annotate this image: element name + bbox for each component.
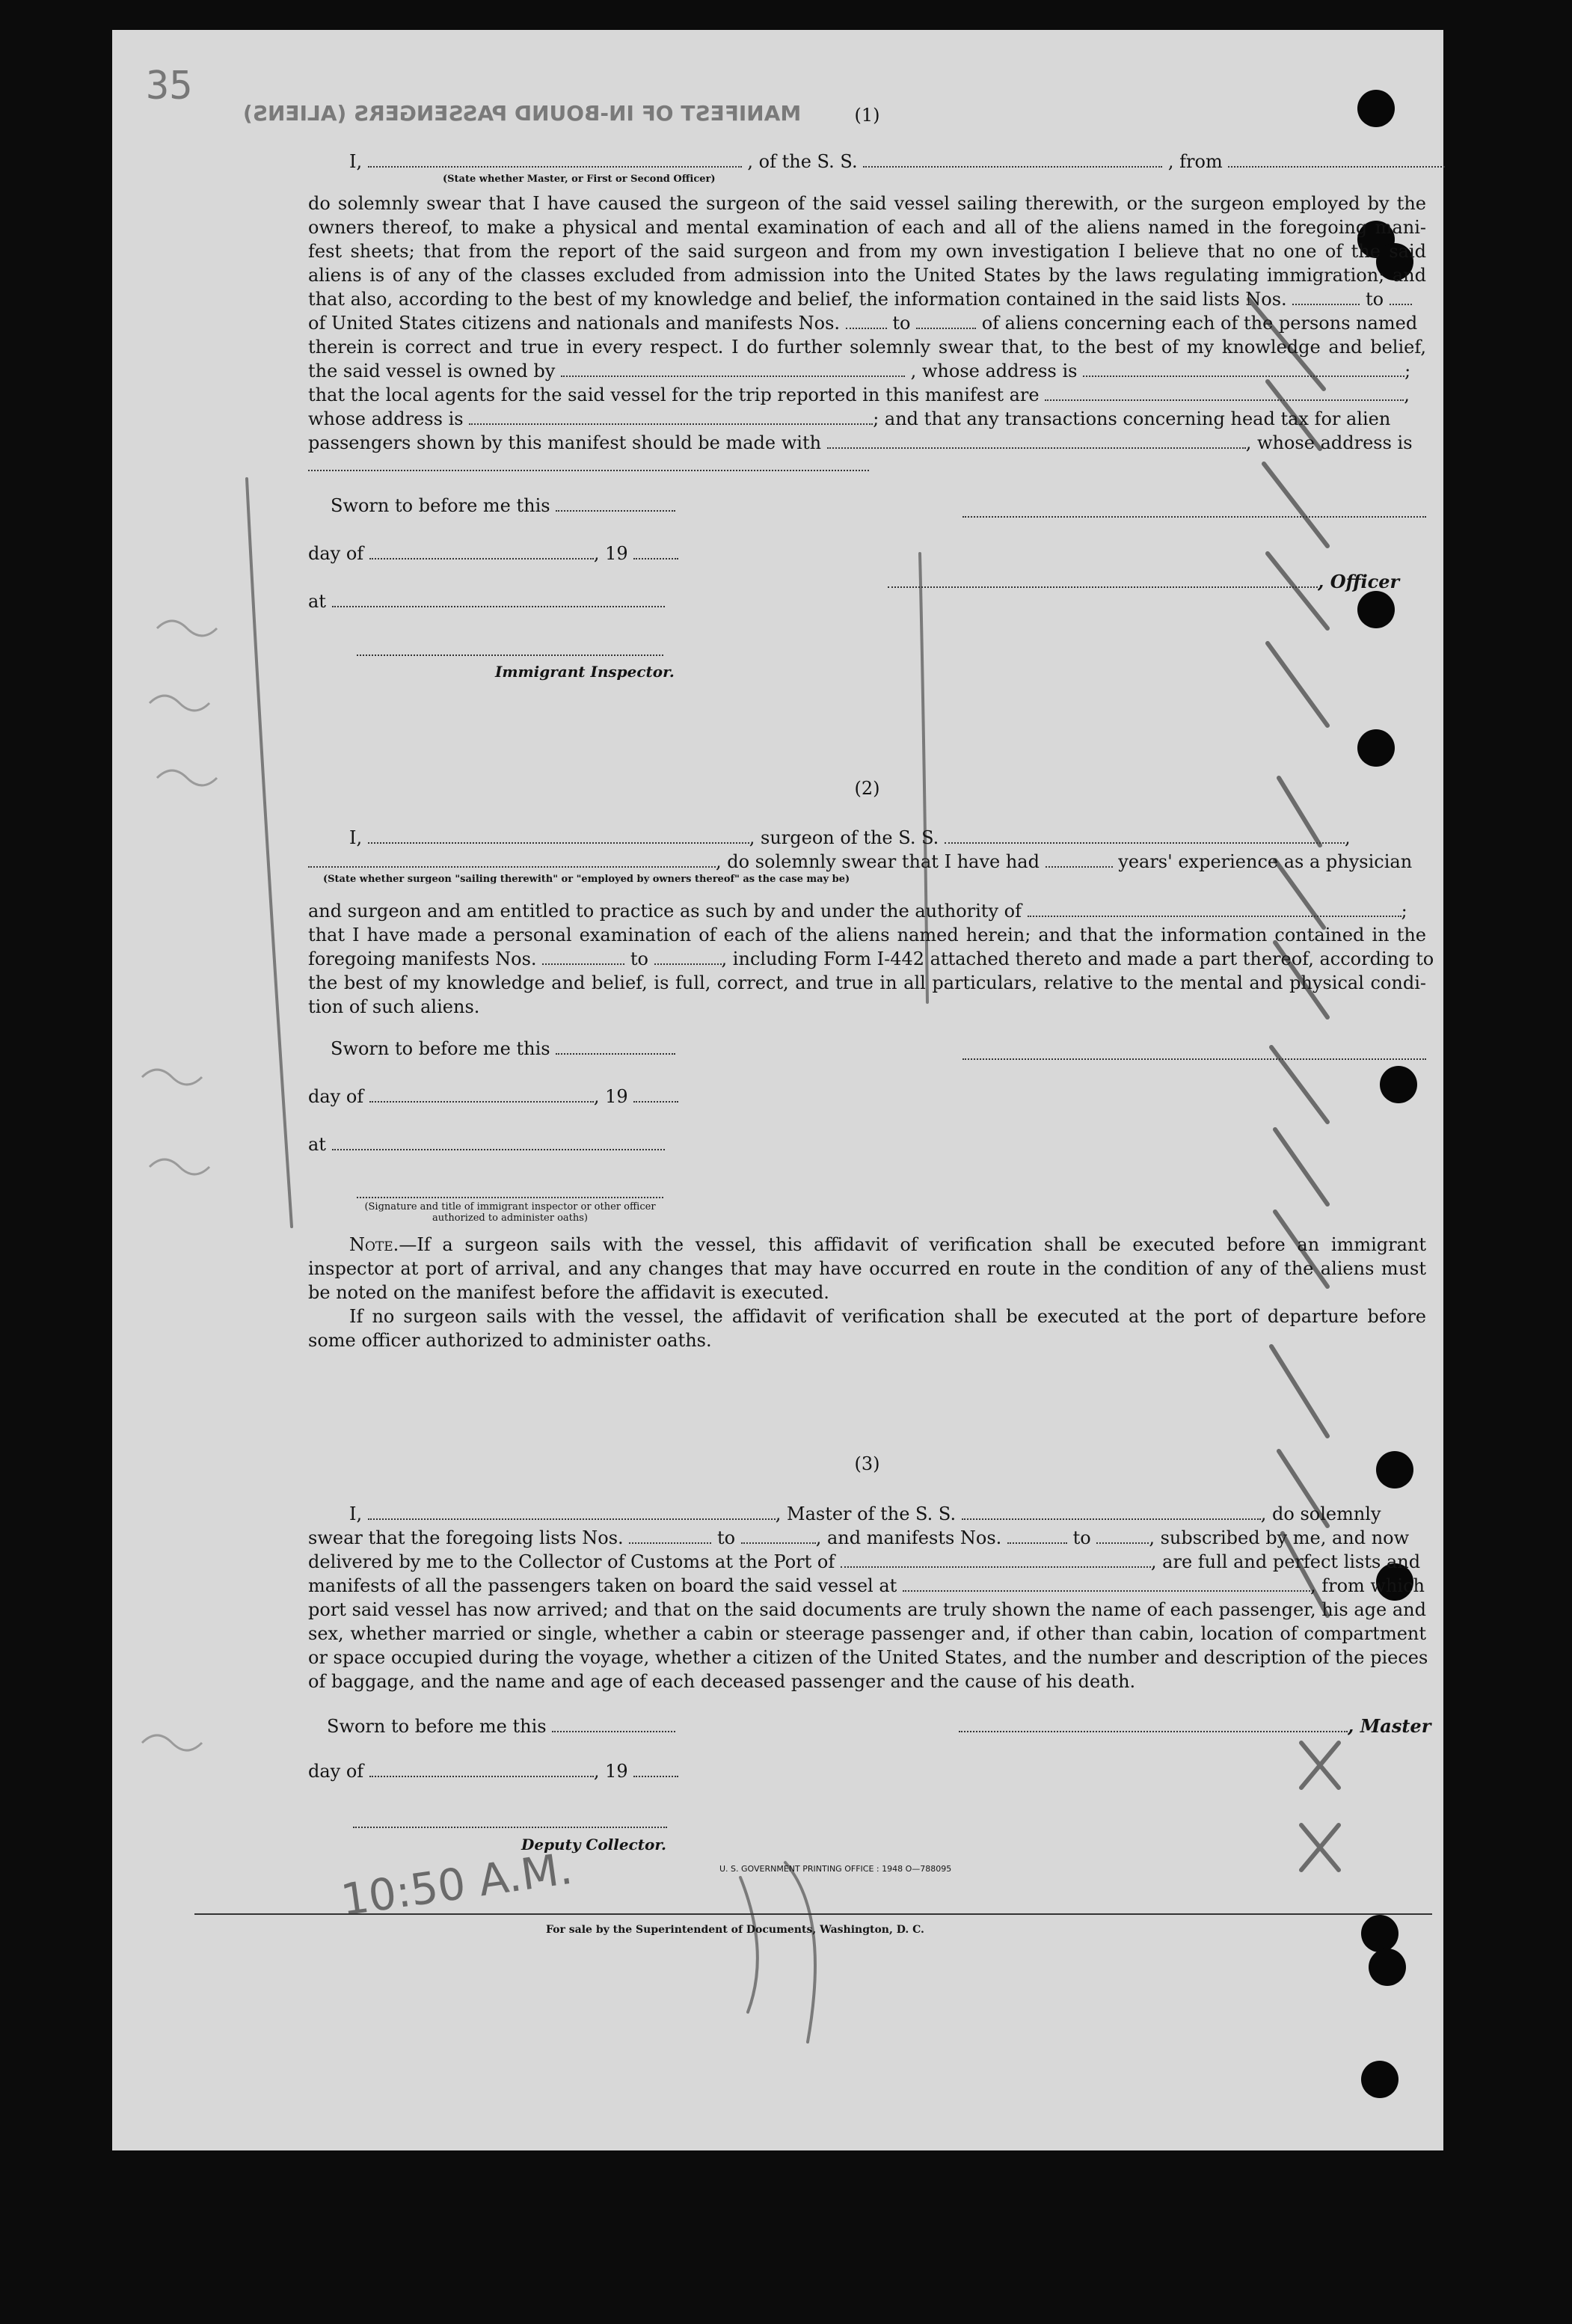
body-line-owned: the said vessel is owned by , whose address is ; xyxy=(308,361,1411,381)
note-text: If no surgeon sails with the vessel, the affidavit of verification shall be executed at the port of departure before xyxy=(349,1306,1426,1327)
master-name-field[interactable] xyxy=(368,1505,776,1520)
at-field[interactable] xyxy=(332,1135,665,1150)
master-caption: (State whether Master, or First or Second Officer) xyxy=(443,174,716,185)
sworn-date-field[interactable] xyxy=(556,497,675,512)
lists-from-field[interactable] xyxy=(1292,290,1360,305)
sworn-line xyxy=(308,1037,1426,1061)
body-line: port said vessel has now arrived; and that on the said documents are truly shown the name of each passenger, his age and xyxy=(308,1599,1426,1620)
year-field[interactable] xyxy=(633,545,678,559)
agents-text: that the local agents for the said vessel for the trip reported in this manifest are xyxy=(308,384,1040,405)
year-field[interactable] xyxy=(633,1762,678,1777)
agents-address-field[interactable] xyxy=(469,410,873,425)
body-line-agents: that the local agents for the said vessel for the trip reported in this manifest are , xyxy=(308,384,1410,405)
surgeon-name-field[interactable] xyxy=(368,829,749,844)
day-line xyxy=(308,1759,1426,1783)
master-of-text: , Master of the S. S. xyxy=(775,1503,957,1524)
oath-line-master xyxy=(308,150,1426,174)
text-i: I, xyxy=(349,151,363,172)
address-text: , whose address is xyxy=(1245,432,1413,453)
years-text: years' experience as a physician xyxy=(1118,851,1413,872)
form-text: , including Form I-442 attached thereto and made a part thereof, according to xyxy=(721,948,1434,969)
foregoing-text: foregoing manifests Nos. xyxy=(308,948,537,969)
day-field[interactable] xyxy=(369,1762,594,1777)
manifests-from-field[interactable] xyxy=(542,950,624,965)
master-label: , Master xyxy=(1348,1715,1431,1737)
authority-text: and surgeon and am entitled to practice as such by and under the authority of xyxy=(308,901,1022,922)
full-perfect-text: , are full and perfect lists and xyxy=(1150,1551,1421,1572)
deputy-signature-field[interactable] xyxy=(353,1827,667,1828)
note-line xyxy=(308,1233,1426,1257)
document-page xyxy=(112,30,1443,2150)
note-line: inspector at port of arrival, and any changes that may have occurred en route in the condition of any of the aliens must xyxy=(308,1258,1426,1279)
port-field[interactable] xyxy=(841,1553,1151,1568)
boarded-line xyxy=(308,1574,1426,1598)
lists-text: that also, according to the best of my knowledge and belief, the information contained in the said lists Nos. xyxy=(308,289,1287,310)
footer-text: For sale by the Superintendent of Documents, Washington, D. C. xyxy=(546,1924,924,1936)
collector-text: delivered by me to the Collector of Customs at the Port of xyxy=(308,1551,835,1572)
sworn-text: Sworn to before me this xyxy=(331,495,550,516)
whose-address-text: whose address is xyxy=(308,408,464,429)
authority-line: and surgeon and am entitled to practice as such by and under the authority of ; xyxy=(308,901,1407,922)
surgeon-status-field[interactable] xyxy=(308,853,716,868)
at-text: at xyxy=(308,1134,326,1155)
of-aliens-text: of aliens concerning each of the persons named xyxy=(981,313,1418,334)
note-line xyxy=(308,1304,1426,1328)
year-text: , 19 xyxy=(593,1086,628,1107)
year-text: , 19 xyxy=(593,543,628,564)
lists-text: swear that the foregoing lists Nos. xyxy=(308,1527,624,1548)
head-tax-field[interactable] xyxy=(827,434,1246,449)
sworn-date-field[interactable] xyxy=(552,1717,675,1732)
text-to: to xyxy=(630,948,648,969)
inspector-signature-field[interactable] xyxy=(357,654,663,656)
manifests-text: of United States citizens and nationals and manifests Nos. xyxy=(308,313,841,334)
surgeon-vessel-field[interactable] xyxy=(945,829,1345,844)
text-to: to xyxy=(716,1527,736,1548)
surgeon-signature-field[interactable] xyxy=(962,1058,1426,1060)
manifests-to-field[interactable] xyxy=(1096,1529,1149,1544)
year-field[interactable] xyxy=(633,1088,678,1103)
owner-address-field[interactable] xyxy=(1083,362,1404,377)
experience-line xyxy=(308,850,1426,874)
body-line: sex, whether married or single, whether a cabin or steerage passenger and, if other than cabin, location of compartment xyxy=(308,1623,1426,1644)
body-line: or space occupied during the voyage, whether a citizen of the United States, and the number and description of the pieces xyxy=(308,1647,1428,1668)
text-i: I, xyxy=(349,827,363,848)
name-field[interactable] xyxy=(368,153,742,168)
body-line: the best of my knowledge and belief, is full, correct, and true in all particulars, relative to the mental and physical condi- xyxy=(308,972,1426,993)
body-line: do solemnly swear that I have caused the surgeon of the said vessel sailing therewith, or the surgeon employed by the xyxy=(308,193,1426,214)
sworn-text: Sworn to before me this xyxy=(327,1716,547,1737)
do-solemnly-text: , do solemnly xyxy=(1260,1503,1381,1524)
day-of-text: day of xyxy=(308,1761,364,1782)
footer-rule xyxy=(194,1913,1432,1915)
surgeon-caption: (State whether surgeon "sailing therewith" or "employed by owners thereof" as the case may be) xyxy=(323,874,850,885)
years-field[interactable] xyxy=(1046,853,1113,868)
from-field[interactable] xyxy=(1228,153,1445,168)
owned-text: the said vessel is owned by xyxy=(308,361,556,381)
officer-label: , Officer xyxy=(1318,571,1400,592)
lists-from-field[interactable] xyxy=(629,1529,711,1544)
body-line: of baggage, and the name and age of each deceased passenger and the cause of his death. xyxy=(308,1671,1136,1692)
note-line: be noted on the manifest before the affidavit is executed. xyxy=(308,1282,829,1303)
head-tax-address-field[interactable] xyxy=(308,470,869,471)
section-number: (1) xyxy=(854,105,880,126)
head-tax-text: ; and that any transactions concerning head tax for alien xyxy=(873,408,1391,429)
owner-field[interactable] xyxy=(561,362,905,377)
manifests-to-field[interactable] xyxy=(654,950,722,965)
lists-line xyxy=(308,1526,1426,1550)
at-text: at xyxy=(308,591,326,612)
manifests-from-field[interactable] xyxy=(1007,1529,1067,1544)
at-line xyxy=(308,589,1426,613)
body-line-address xyxy=(308,407,1426,431)
section-number: (2) xyxy=(854,778,880,799)
boarded-text: manifests of all the passengers taken on board the said vessel at xyxy=(308,1575,897,1596)
text-to: to xyxy=(1072,1527,1091,1548)
subscribed-text: , subscribed by me, and now xyxy=(1149,1527,1410,1548)
master-vessel-field[interactable] xyxy=(962,1505,1261,1520)
at-line xyxy=(308,1132,1426,1156)
sworn-line xyxy=(308,494,1426,518)
manifests-from-field[interactable] xyxy=(846,314,887,329)
collector-line xyxy=(308,1550,1426,1574)
immigrant-inspector-label: Immigrant Inspector. xyxy=(495,663,675,681)
body-line-head-tax xyxy=(308,431,1426,455)
day-field[interactable] xyxy=(369,545,594,559)
master-sign-line xyxy=(959,1714,1431,1738)
section-number: (3) xyxy=(854,1453,880,1474)
boarded-port-field[interactable] xyxy=(903,1577,1310,1592)
made-with-text: passengers shown by this manifest should be made with xyxy=(308,432,822,453)
page-number-handwritten: 35 xyxy=(146,64,193,108)
officer-signature-field[interactable] xyxy=(357,1197,663,1198)
from-which-text: , from which xyxy=(1310,1575,1425,1596)
sworn-text: Sworn to before me this xyxy=(331,1038,550,1059)
body-line: tion of such aliens. xyxy=(308,996,480,1017)
year-text: , 19 xyxy=(593,1761,628,1782)
lists-to-field[interactable] xyxy=(1390,290,1412,305)
agents-field[interactable] xyxy=(1045,386,1404,401)
sworn-date-field[interactable] xyxy=(556,1040,675,1055)
authority-field[interactable] xyxy=(1028,902,1401,917)
gpo-imprint: U. S. GOVERNMENT PRINTING OFFICE : 1948 O—788095 xyxy=(719,1864,952,1874)
note-line: some officer authorized to administer oaths. xyxy=(308,1330,712,1351)
note-label: Note. xyxy=(349,1234,399,1255)
day-field[interactable] xyxy=(369,1088,594,1103)
surgeon-line: I, , surgeon of the S. S. , xyxy=(349,827,1351,848)
body-line: aliens is of any of the classes excluded from admission into the United States by the laws regulating immigration; and xyxy=(308,265,1426,286)
body-line-manifests xyxy=(308,311,1426,335)
body-line: that I have made a personal examination of each of the aliens named herein; and that the information contained in the xyxy=(308,925,1426,945)
signature-caption: (Signature and title of immigrant inspector or other officer authorized to administer oaths) xyxy=(364,1201,656,1224)
and-manifests-text: , and manifests Nos. xyxy=(815,1527,1002,1548)
text-to: to xyxy=(892,313,911,334)
day-line xyxy=(308,1085,1426,1109)
text-from: , from xyxy=(1167,151,1223,172)
day-line xyxy=(308,542,1426,565)
solemnly-text: , do solemnly swear that I have had xyxy=(716,851,1040,872)
text-to: to xyxy=(1365,289,1384,310)
master-signature-field[interactable] xyxy=(959,1717,1348,1732)
mirrored-stamp: MANIFEST OF IN-BOUND PASSENGERS (ALIENS) xyxy=(243,101,802,126)
day-of-text: day of xyxy=(308,543,364,564)
text-of-ss: , of the S. S. xyxy=(747,151,858,172)
vessel-field[interactable] xyxy=(863,153,1162,168)
manifests-line xyxy=(308,947,1434,971)
note-text: —If a surgeon sails with the vessel, this affidavit of verification shall be executed before an immigrant xyxy=(399,1234,1426,1255)
lists-to-field[interactable] xyxy=(741,1529,816,1544)
body-line-lists xyxy=(308,287,1426,311)
text-i: I, xyxy=(349,1503,363,1524)
master-line xyxy=(308,1502,1426,1526)
manifests-to-field[interactable] xyxy=(916,314,976,329)
surgeon-of-text: , surgeon of the S. S. xyxy=(749,827,939,848)
time-stamp-handwritten: 10:50 A.M. xyxy=(337,1842,576,1926)
body-line: therein is correct and true in every respect. I do further solemnly swear that, to the best of my knowledge and belief, xyxy=(308,337,1426,358)
address-text: , whose address is xyxy=(910,361,1078,381)
body-line: fest sheets; that from the report of the said surgeon and from my own investigation I believe that no one of the said xyxy=(308,241,1426,262)
officer-field[interactable] xyxy=(888,573,1318,588)
at-field[interactable] xyxy=(332,592,665,607)
day-of-text: day of xyxy=(308,1086,364,1107)
body-line: owners thereof, to make a physical and mental examination of each and all of the aliens named in the foregoing mani- xyxy=(308,217,1426,238)
deputy-collector-label: Deputy Collector. xyxy=(521,1836,667,1854)
master-signature-field[interactable] xyxy=(962,516,1426,518)
